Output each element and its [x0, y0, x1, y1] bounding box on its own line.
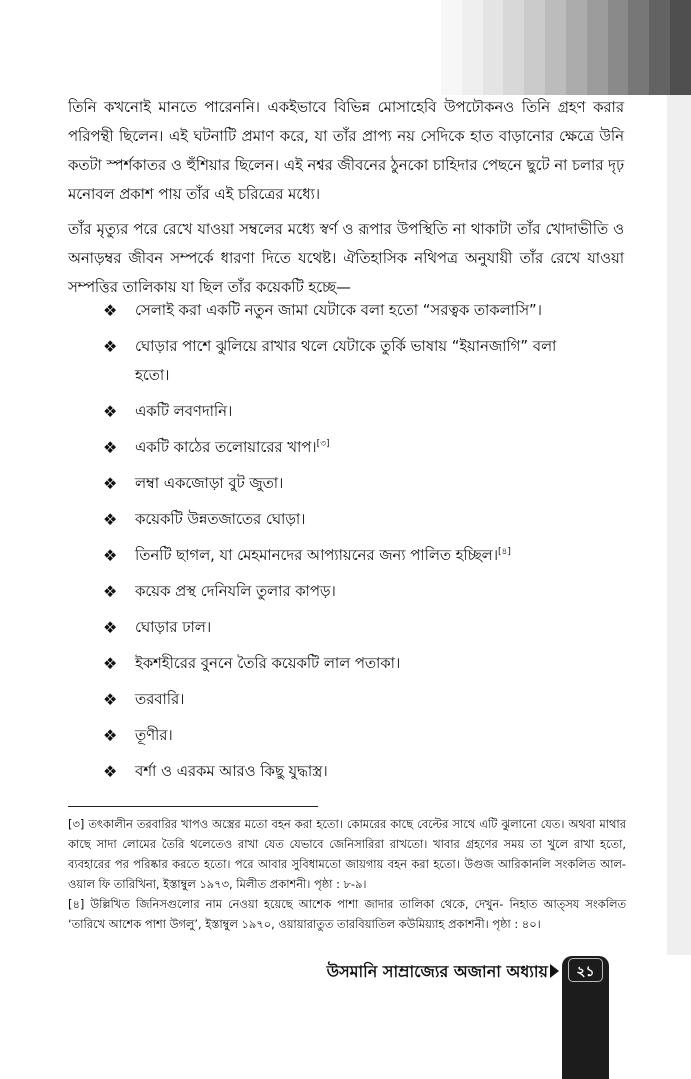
list-item-text: কয়েক প্রস্থ দেনিযলি তুলার কাপড়।	[135, 583, 336, 600]
list-item-text: ঘোড়ার ঢাল।	[135, 619, 212, 636]
diamond-bullet-icon: ❖	[103, 402, 118, 421]
gray-swatch	[628, 0, 649, 95]
list-item	[103, 613, 583, 642]
page-number-tab	[562, 956, 609, 1079]
list-item	[103, 505, 583, 534]
list-item-text: ইকশহীরের বুননে তৈরি কয়েকটি লাল পতাকা।	[135, 655, 401, 672]
list-item-text: তিনটি ছাগল, যা মেহমানদের আপ্যায়নের জন্য পালিত হচ্ছিল।[৪]	[135, 547, 511, 564]
gray-swatch	[608, 0, 629, 95]
footnote-ref[interactable]: [৪]	[498, 547, 511, 558]
gray-swatch	[441, 0, 462, 95]
list-item	[103, 649, 583, 678]
list-item-text: সেলাই করা একটি নতুন জামা যেটাকে বলা হতো “সরত্বক তাকলাসি”।	[135, 302, 542, 319]
list-item-text: কয়েকটি উন্নতজাতের ঘোড়া।	[135, 511, 306, 528]
diamond-bullet-icon: ❖	[103, 337, 118, 356]
list-item	[103, 721, 583, 750]
list-item	[103, 757, 583, 786]
diamond-bullet-icon: ❖	[103, 654, 118, 673]
gray-swatch	[587, 0, 608, 95]
diamond-bullet-icon: ❖	[103, 762, 118, 781]
gray-swatch	[545, 0, 566, 95]
list-item	[103, 397, 583, 426]
asset-list	[103, 296, 583, 793]
list-item-text: একটি কাঠের তলোয়ারের খাপ।[৩]	[135, 439, 330, 456]
gray-swatch	[483, 0, 504, 95]
gray-swatch	[649, 0, 670, 95]
diamond-bullet-icon: ❖	[103, 301, 118, 320]
list-item	[103, 577, 583, 606]
gray-swatch	[524, 0, 545, 95]
book-title: উসমানি সাম্রাজ্যের অজানা অধ্যায়	[326, 962, 548, 981]
footnote: [৩] তৎকালীন তরবারির খাপও অস্ত্রের মতো বহন করা হতো। কোমরের কাছে বেল্টের সাথে এটি ঝুলানো যেত। অথবা মাথার কাছে সাদা লোমের তৈরি থলেতেও রাখা যেত যেভাবে জেনিসারিরা রাখতো। খাবার গ্রহণের সময় তা খুলে রাখা হতো, ব্যবহারের পর পরিষ্কার করতে হতো। পরে আবার সুবিধামতো জায়গায় বহন করা হতো। উগুজ আরিকানলি সংকলিত আল-ওয়াল ফি তারিখিনা, ইস্তাম্বুল ১৯৭৩, মিলীত প্রকাশনী। পৃষ্ঠা : ৮-৯।	[68, 817, 626, 891]
list-item	[103, 433, 583, 462]
list-item-text: ঘোড়ার পাশে ঝুলিয়ে রাখার থলে যেটাকে তুর্কি ভাষায় “ইয়ানজাগি” বলা হতো।	[135, 338, 557, 384]
gray-swatch	[462, 0, 483, 95]
diamond-bullet-icon: ❖	[103, 618, 118, 637]
list-item-text: লম্বা একজোড়া বুট জুতা।	[135, 475, 284, 492]
footnotes	[68, 814, 626, 934]
page-number: ২১	[576, 964, 595, 980]
list-item-text: একটি লবণদানি।	[135, 403, 233, 420]
paragraph: তিনি কখনোই মানতে পারেননি। একইভাবে বিভিন্ন মোসাহেবি উপঢৌকনও তিনি গ্রহণ করার পরিপন্থী ছিলেন। এই ঘটনাটি প্রমাণ করে, যা তাঁর প্রাপ্য নয় সেদিকে হাত বাড়ানোর ক্ষেত্রে উনি কতটা স্পর্শকাতর ও হুঁশিয়ার ছিলেন। এই নশ্বর জীবনের ঠুনকো চাহিদার পেছনে ছুটে না চলার দৃঢ় মনোবল প্রকাশ পায় তাঁর এই চরিত্রের মধ্যে।	[68, 99, 625, 203]
list-item	[103, 685, 583, 714]
page-footer	[0, 956, 691, 1079]
gray-swatch	[503, 0, 524, 95]
list-item	[103, 332, 583, 390]
footnote-ref[interactable]: [৩]	[316, 439, 330, 450]
arrow-right-icon	[550, 964, 559, 978]
diamond-bullet-icon: ❖	[103, 438, 118, 457]
gray-swatch	[670, 0, 691, 95]
paragraph: তাঁর মৃত্যুর পরে রেখে যাওয়া সম্বলের মধ্যে স্বর্ণ ও রূপার উপস্থিতি না থাকাটা তাঁর খোদাভীতি ও অনাড়ম্বর জীবন সম্পর্কে ধারণা দিতে যথেষ্ট। ঐতিহাসিক নথিপত্র অনুযায়ী তাঁর রেখে যাওয়া সম্পত্তির তালিকায় যা ছিল তাঁর কয়েকটি হচ্ছে—	[68, 221, 624, 296]
list-item-text: বর্শা ও এরকম আরও কিছু যুদ্ধাস্ত্র।	[135, 763, 328, 780]
list-item-text: তরবারি।	[135, 691, 185, 708]
list-item	[103, 296, 583, 325]
list-item-text: তূণীর।	[135, 727, 173, 744]
grayscale-calibration-strip	[441, 0, 691, 95]
diamond-bullet-icon: ❖	[103, 510, 118, 529]
list-item	[103, 469, 583, 498]
footnote-divider	[68, 806, 318, 807]
diamond-bullet-icon: ❖	[103, 582, 118, 601]
list-item	[103, 541, 583, 570]
diamond-bullet-icon: ❖	[103, 726, 118, 745]
diamond-bullet-icon: ❖	[103, 690, 118, 709]
diamond-bullet-icon: ❖	[103, 474, 118, 493]
footnote: [৪] উল্লিখিত জিনিসগুলোর নাম নেওয়া হয়েছে আশেক পাশা জাদার তালিকা থেকে, দেখুন- নিহাত আত্‌সয সংকলিত ‘তারিখে আশেক পাশা উগলু’, ইস্তাম্বুল ১৯৭০, ওয়ায়ারাতুত তারবিয়াতিল কউমিয়্যাহ প্রকাশনী। পৃষ্ঠা : ৪০।	[68, 897, 626, 931]
body-text	[68, 93, 624, 308]
gray-swatch	[566, 0, 587, 95]
page-edge-shade	[667, 95, 691, 955]
diamond-bullet-icon: ❖	[103, 546, 118, 565]
